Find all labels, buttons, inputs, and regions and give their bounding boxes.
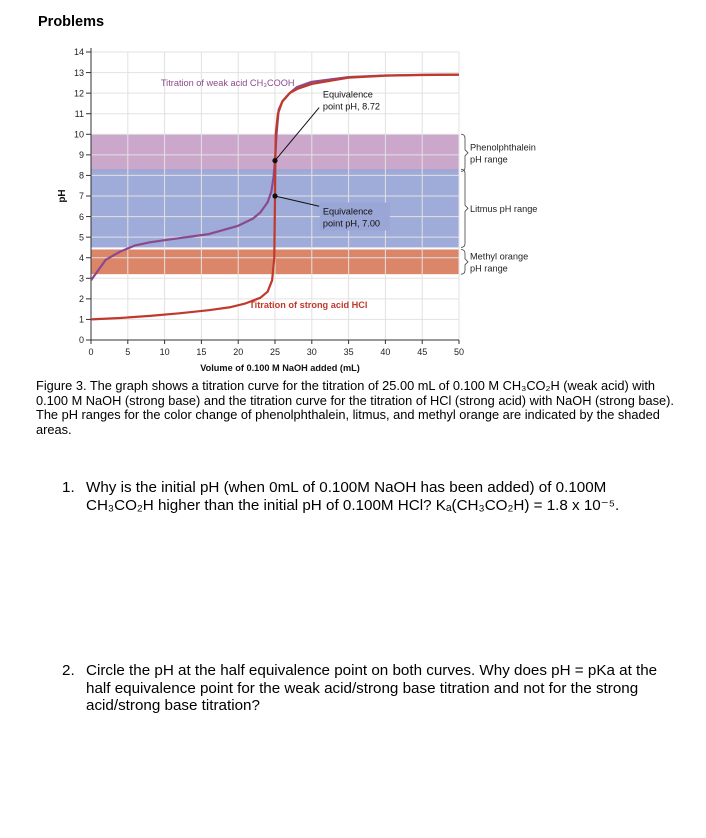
x-tick-label: 25 [269, 347, 281, 357]
y-tick-label: 11 [74, 108, 84, 119]
x-tick-label: 20 [233, 347, 244, 357]
y-tick-label: 2 [78, 294, 84, 305]
range-label: Litmus pH range [470, 203, 538, 214]
page-heading: Problems [38, 14, 105, 30]
question-1 [62, 479, 672, 514]
question-2 [62, 662, 672, 715]
x-tick-label: 10 [159, 347, 170, 357]
question-2-text: Circle the pH at the half equivalence point on both curves. Why does pH = pKa at the half equivalence point for the weak acid/strong base titration and not for the strong acid/strong base titration? [86, 662, 658, 714]
range-label: Phenolphthalein [470, 142, 536, 153]
y-tick-label: 7 [78, 191, 84, 202]
x-tick-label: 0 [88, 347, 94, 357]
series-label-weak-acid: Titration of weak acid CH₃COOH [160, 77, 295, 88]
range-brace-3 [461, 249, 468, 274]
y-tick-label: 4 [78, 252, 84, 263]
y-tick-label: 10 [73, 129, 84, 140]
x-tick-label: 45 [417, 347, 428, 357]
y-tick-label: 13 [73, 67, 84, 78]
range-label: pH range [470, 154, 508, 165]
x-tick-label: 30 [306, 347, 317, 357]
y-tick-label: 14 [73, 47, 84, 58]
range-brace-2 [461, 169, 468, 247]
x-tick-label: 40 [380, 347, 391, 357]
y-tick-label: 8 [78, 170, 84, 181]
question-1-text: Why is the initial pH (when 0mL of 0.100M NaOH has been added) of 0.100M CH₃CO₂H higher than the initial pH of 0.100M HCl? Kₐ(CH₃CO₂H) = 1.8 x 10⁻⁵. [86, 479, 620, 514]
y-tick-label: 12 [73, 88, 84, 99]
question-2-number: 2. [62, 662, 75, 679]
range-brace-1 [461, 134, 468, 171]
annotation-label: point pH, 8.72 [322, 101, 381, 112]
series-label-strong-acid: Titration of strong acid HCl [249, 300, 368, 311]
y-tick-label: 3 [78, 273, 84, 284]
annotation-label: Equivalence [322, 89, 373, 100]
x-axis-label: Volume of 0.100 M NaOH added (mL) [200, 363, 360, 373]
x-tick-label: 50 [453, 347, 465, 357]
x-tick-label: 35 [343, 347, 354, 357]
y-tick-label: 5 [78, 232, 84, 243]
question-1-number: 1. [62, 479, 75, 496]
equivalence-point-marker [272, 193, 277, 198]
y-tick-label: 1 [78, 314, 84, 325]
range-label: Methyl orange [470, 251, 529, 262]
x-tick-label: 15 [196, 347, 207, 357]
range-label: pH range [470, 263, 508, 274]
equivalence-point-marker [272, 158, 277, 163]
annotation-label: Equivalence [322, 206, 373, 217]
annotation-label: point pH, 7.00 [322, 218, 381, 229]
y-axis-label: pH [57, 189, 68, 203]
y-tick-label: 6 [78, 211, 84, 222]
x-tick-label: 5 [125, 347, 131, 357]
y-tick-label: 0 [78, 335, 84, 346]
y-tick-label: 9 [78, 150, 84, 161]
figure-caption: Figure 3. The graph shows a titration curve for the titration of 25.00 mL of 0.100 M CH₃CO₂H (weak acid) with 0.100 M NaOH (strong base) and the titration curve for the titration of HCl (strong acid) with NaOH (strong base). The pH ranges for the color change of phenolphthalein, litmus, and methyl orange are indicated by the shaded areas. [36, 378, 674, 437]
titration-chart [0, 0, 706, 378]
